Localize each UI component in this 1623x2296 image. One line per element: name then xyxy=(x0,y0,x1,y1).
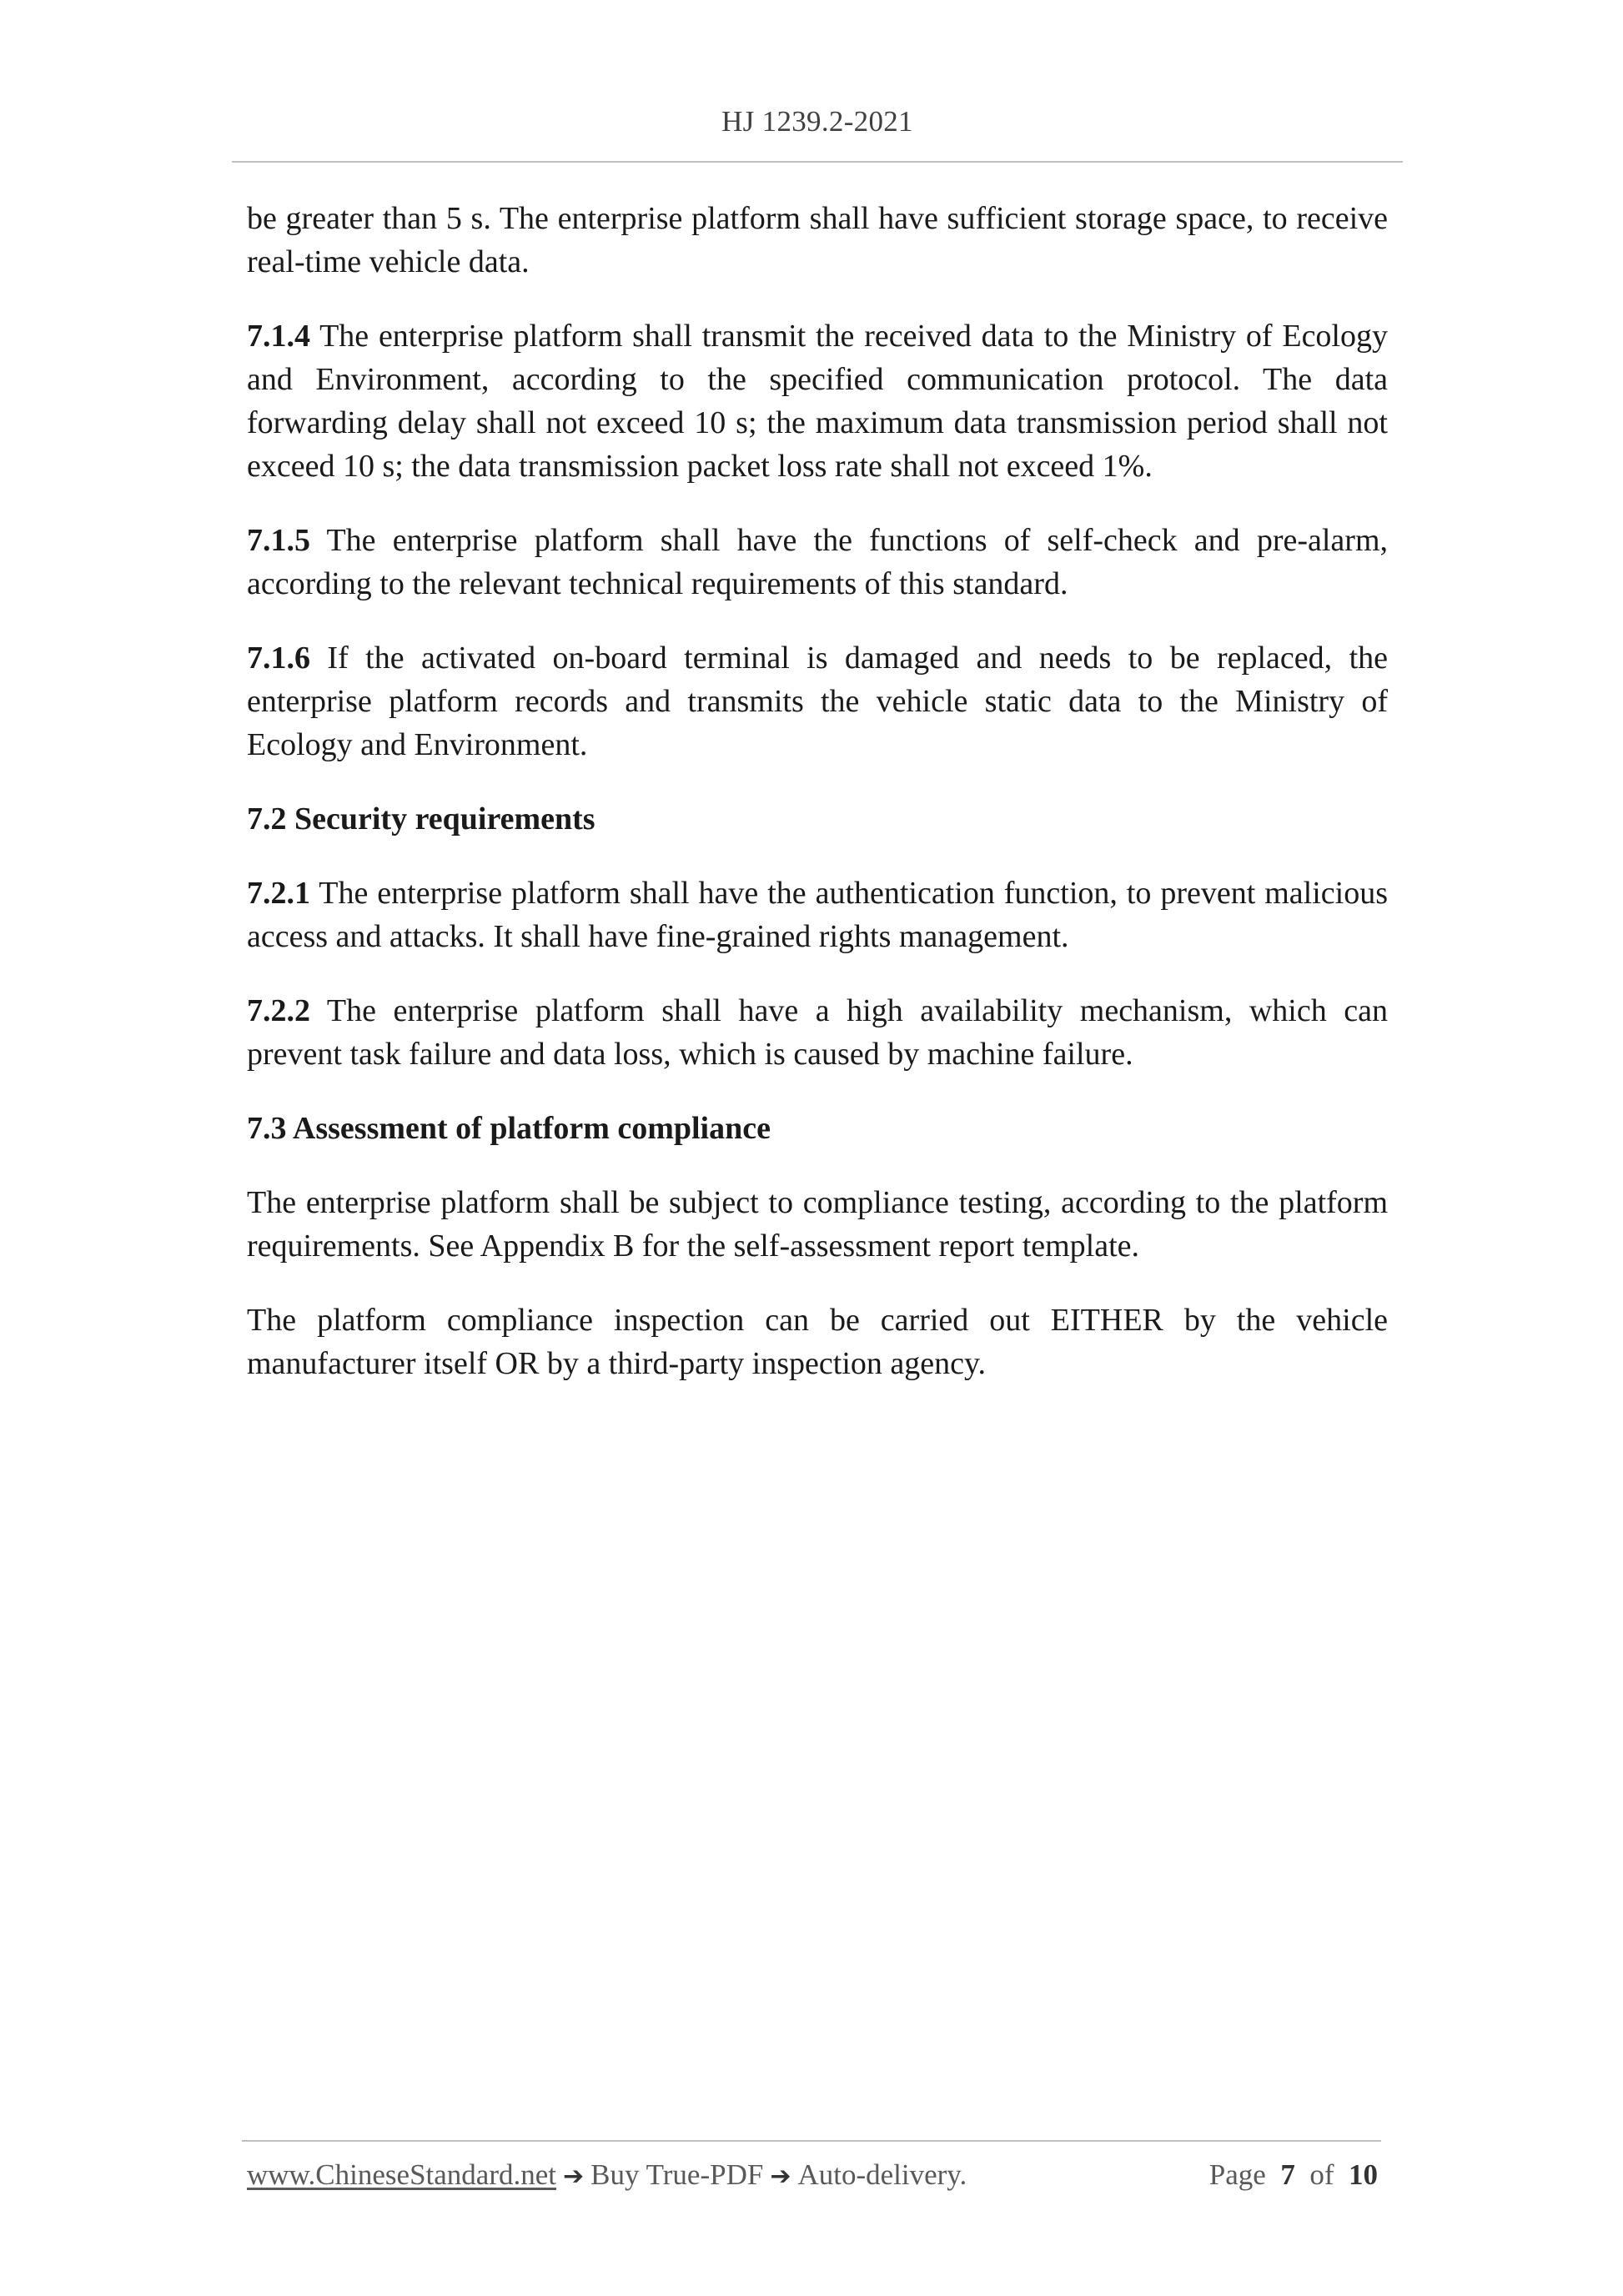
paragraph-text: The platform compliance inspection can be carried out EITHER by the vehicle manufacturer itself OR by a third-party inspection agency. xyxy=(247,1303,1388,1381)
clause-text: The enterprise platform shall transmit the received data to the Ministry of Ecology and Environment, according to the specified communication protocol. The data forwarding delay shall not exceed 10 s; the maximum data transmission period shall not exceed 10 s; the data transmission packet loss rate shall not exceed 1%. xyxy=(247,319,1388,484)
delivery-text: Auto-delivery. xyxy=(797,2158,967,2191)
buy-text: Buy True-PDF xyxy=(590,2158,764,2191)
page-number xyxy=(1209,2158,1378,2192)
clause-number: 7.1.5 xyxy=(247,523,310,558)
clause-7-1-6 xyxy=(247,636,1388,766)
document-body xyxy=(247,197,1388,1416)
arrow-right-icon: ➔ xyxy=(563,2162,585,2191)
of-word: of xyxy=(1309,2158,1334,2191)
website-link[interactable]: www.ChineseStandard.net xyxy=(247,2158,556,2191)
section-heading-7-3: 7.3 Assessment of platform compliance xyxy=(247,1111,771,1146)
footer-rule xyxy=(242,2140,1381,2142)
clause-text: The enterprise platform shall have a high availability mechanism, which can prevent task failure and data loss, which is caused by machine failure. xyxy=(247,993,1388,1072)
paragraph-continued xyxy=(247,197,1388,284)
clause-text: The enterprise platform shall have the functions of self-check and pre-alarm, according to the relevant technical requirements of this standard. xyxy=(247,523,1388,601)
clause-text: The enterprise platform shall have the authentication function, to prevent malicious access and attacks. It shall have fine-grained rights management. xyxy=(247,876,1388,954)
footer-promo xyxy=(247,2158,967,2192)
arrow-right-icon: ➔ xyxy=(770,2162,791,2191)
section-heading-7-2: 7.2 Security requirements xyxy=(247,801,595,837)
page-footer xyxy=(247,2158,1378,2192)
clause-number: 7.2.2 xyxy=(247,993,310,1028)
paragraph-7-3-b xyxy=(247,1299,1388,1385)
clause-7-1-4 xyxy=(247,314,1388,488)
clause-7-1-5 xyxy=(247,519,1388,605)
clause-7-2-2 xyxy=(247,989,1388,1076)
paragraph-7-3-a xyxy=(247,1181,1388,1268)
paragraph-text: be greater than 5 s. The enterprise platform shall have sufficient storage space, to receive real-time vehicle data. xyxy=(247,201,1388,279)
page-header: HJ 1239.2-2021 xyxy=(721,105,913,138)
clause-7-2-1 xyxy=(247,872,1388,958)
clause-text: If the activated on-board terminal is damaged and needs to be replaced, the enterprise platform records and transmits the vehicle static data to the Ministry of Ecology and Environment. xyxy=(247,641,1388,762)
page-word: Page xyxy=(1208,2158,1266,2191)
total-pages: 10 xyxy=(1349,2158,1378,2191)
clause-number: 7.1.6 xyxy=(247,641,310,676)
clause-number: 7.1.4 xyxy=(247,319,310,354)
header-rule xyxy=(232,161,1403,163)
clause-number: 7.2.1 xyxy=(247,876,310,911)
paragraph-text: The enterprise platform shall be subject to compliance testing, according to the platform requirements. See Appendix B for the self-assessment report template. xyxy=(247,1185,1388,1264)
current-page: 7 xyxy=(1280,2158,1295,2191)
